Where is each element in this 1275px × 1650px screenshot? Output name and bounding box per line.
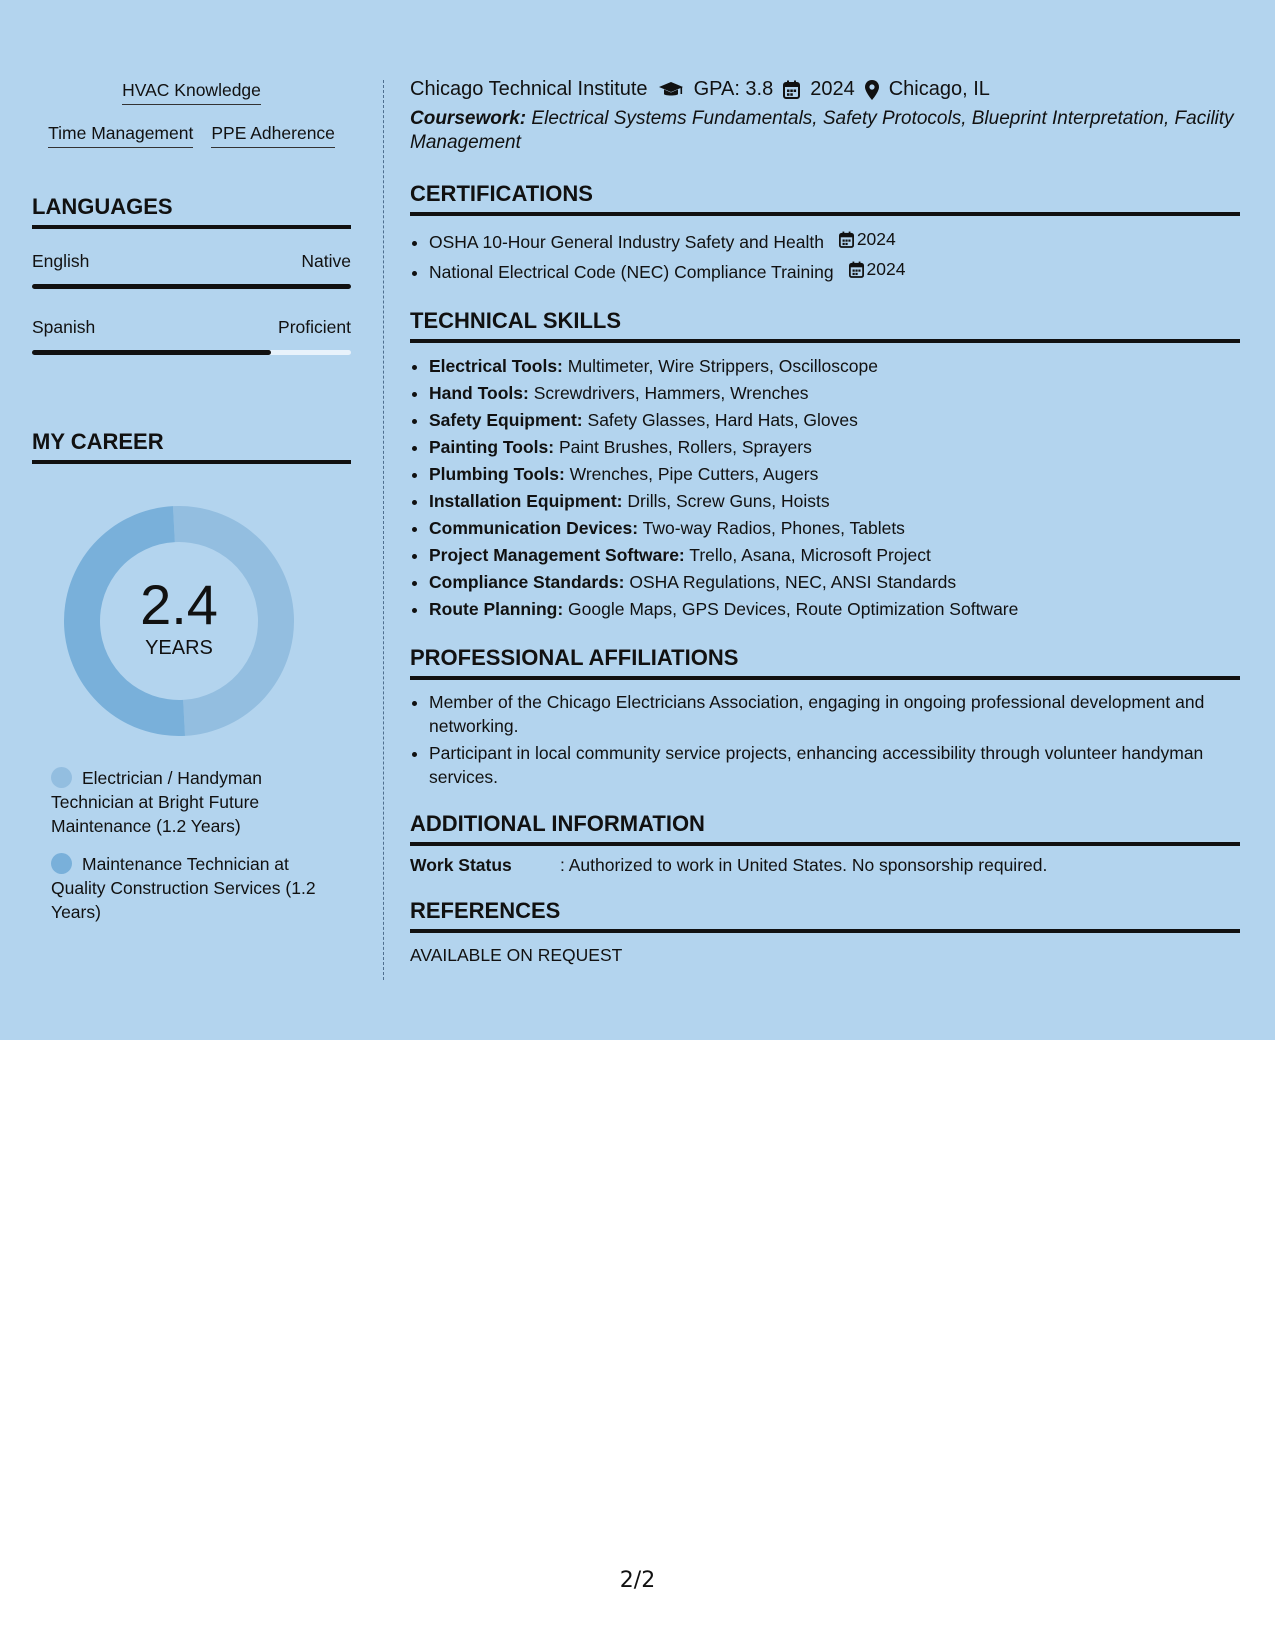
references-heading: REFERENCES — [410, 898, 1240, 933]
calendar-icon — [839, 231, 854, 248]
education-year: 2024 — [810, 78, 855, 100]
coursework-list: Electrical Systems Fundamentals, Safety Protocols, Blueprint Interpretation, Facility Management — [410, 108, 1234, 153]
additional-info-section — [410, 811, 1240, 876]
legend-label: Maintenance Technician at Quality Construction Services (1.2 Years) — [51, 854, 316, 922]
language-proficiency-fill — [32, 284, 351, 289]
calendar-icon — [849, 261, 864, 278]
work-status-row — [410, 855, 1240, 876]
language-level: Proficient — [278, 317, 351, 337]
language-proficiency-fill — [32, 350, 271, 355]
career-legend — [51, 766, 321, 924]
certification-year: 2024 — [866, 259, 906, 279]
skill-values: Two-way Radios, Phones, Tablets — [642, 518, 905, 538]
coursework-label: Coursework: — [410, 108, 527, 129]
technical-skills-section — [410, 308, 1240, 623]
list-item — [429, 353, 1240, 380]
institution-name: Chicago Technical Institute — [410, 78, 648, 100]
skill-tag: HVAC Knowledge — [122, 80, 261, 105]
list-item — [429, 596, 1240, 623]
legend-item — [51, 766, 321, 838]
affiliations-list — [410, 690, 1240, 789]
language-proficiency-bar — [32, 350, 351, 355]
affiliations-heading: PROFESSIONAL AFFILIATIONS — [410, 645, 1240, 680]
language-item — [32, 317, 351, 355]
affiliations-section — [410, 645, 1240, 789]
skill-category: Painting Tools: — [429, 437, 555, 457]
skill-category: Communication Devices: — [429, 518, 639, 538]
list-item — [429, 256, 1240, 286]
career-donut-chart — [64, 506, 294, 736]
legend-dot — [51, 853, 72, 874]
skill-values: Google Maps, GPS Devices, Route Optimization Software — [568, 599, 1019, 619]
certifications-section — [410, 181, 1240, 286]
language-name: Spanish — [32, 317, 96, 337]
column-divider — [383, 80, 384, 980]
work-status-value: : Authorized to work in United States. No sponsorship required. — [560, 855, 1048, 875]
skill-tags-row-1 — [32, 80, 351, 105]
legend-dot — [51, 767, 72, 788]
list-item — [429, 461, 1240, 488]
list-item — [429, 542, 1240, 569]
legend-item — [51, 852, 321, 924]
skill-category: Route Planning: — [429, 599, 564, 619]
skill-values: OSHA Regulations, NEC, ANSI Standards — [629, 572, 957, 592]
language-name: English — [32, 251, 90, 271]
language-item — [32, 251, 351, 289]
list-item: • Member of the Chicago Electricians Association, engaging in ongoing professional development and networking. — [429, 690, 1240, 738]
graduation-cap-icon — [658, 81, 684, 99]
list-item: • Participant in local community service projects, enhancing accessibility through volunteer handyman services. — [429, 741, 1240, 789]
certification-name: OSHA 10-Hour General Industry Safety and Health — [429, 232, 824, 252]
coursework — [410, 107, 1240, 155]
list-item — [429, 569, 1240, 596]
skill-tag: PPE Adherence — [211, 123, 335, 148]
languages-heading: LANGUAGES — [32, 194, 351, 229]
certifications-list — [410, 226, 1240, 286]
skill-category: Hand Tools: — [429, 383, 529, 403]
certification-date — [839, 226, 896, 253]
technical-skills-list — [410, 353, 1240, 623]
language-level: Native — [301, 251, 351, 271]
work-status-label: Work Status — [410, 855, 512, 875]
left-column — [32, 80, 351, 938]
list-item — [429, 515, 1240, 542]
calendar-icon — [783, 80, 800, 99]
donut-center — [64, 506, 294, 736]
list-item — [429, 407, 1240, 434]
skill-category: Project Management Software: — [429, 545, 685, 565]
references-section — [410, 898, 1240, 966]
skill-category: Installation Equipment: — [429, 491, 623, 511]
page-number: 2/2 — [619, 1568, 656, 1593]
map-pin-icon — [865, 80, 879, 100]
career-total-years: 2.4 — [140, 572, 218, 636]
career-heading: MY CAREER — [32, 429, 351, 464]
skill-values: Paint Brushes, Rollers, Sprayers — [558, 437, 812, 457]
right-column — [410, 78, 1240, 966]
skill-tag: Time Management — [48, 123, 193, 148]
skill-category: Compliance Standards: — [429, 572, 625, 592]
list-item — [429, 434, 1240, 461]
skill-category: Plumbing Tools: — [429, 464, 565, 484]
certification-date — [849, 256, 906, 283]
skill-category: Electrical Tools: — [429, 356, 563, 376]
skill-values: Multimeter, Wire Strippers, Oscilloscope — [567, 356, 878, 376]
certification-year: 2024 — [856, 229, 896, 249]
skill-category: Safety Equipment: — [429, 410, 583, 430]
career-total-unit: YEARS — [145, 636, 213, 659]
additional-info-heading: ADDITIONAL INFORMATION — [410, 811, 1240, 846]
skill-values: Wrenches, Pipe Cutters, Augers — [569, 464, 819, 484]
skill-values: Trello, Asana, Microsoft Project — [689, 545, 931, 565]
legend-label: Electrician / Handyman Technician at Bright Future Maintenance (1.2 Years) — [51, 768, 262, 836]
list-item — [429, 380, 1240, 407]
language-proficiency-bar — [32, 284, 351, 289]
certification-name: National Electrical Code (NEC) Compliance Training — [429, 262, 834, 282]
skill-values: Screwdrivers, Hammers, Wrenches — [533, 383, 809, 403]
technical-skills-heading: TECHNICAL SKILLS — [410, 308, 1240, 343]
list-item — [429, 226, 1240, 256]
list-item — [429, 488, 1240, 515]
skill-values: Safety Glasses, Hard Hats, Gloves — [587, 410, 858, 430]
education-line — [410, 78, 1240, 101]
skill-values: Drills, Screw Guns, Hoists — [627, 491, 830, 511]
education-location: Chicago, IL — [888, 78, 990, 100]
certifications-heading: CERTIFICATIONS — [410, 181, 1240, 216]
skill-tags-row-2 — [32, 123, 351, 148]
gpa: GPA: 3.8 — [693, 78, 774, 100]
references-text: AVAILABLE ON REQUEST — [410, 945, 623, 965]
